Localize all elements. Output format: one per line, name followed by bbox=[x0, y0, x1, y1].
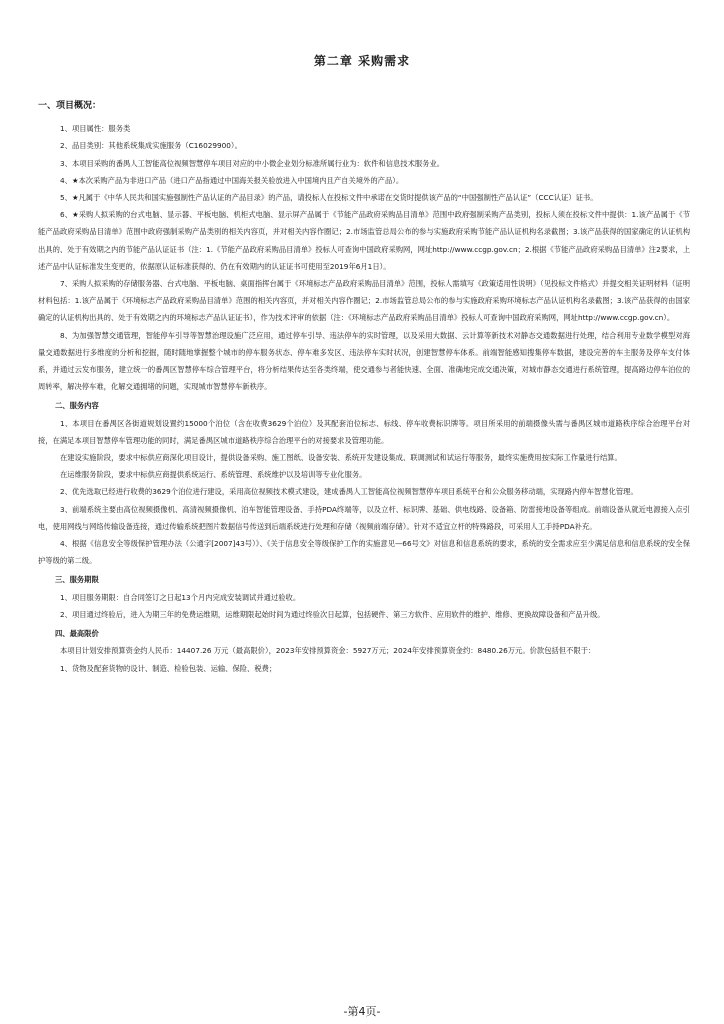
paragraph: 1、项目服务期限：自合同签订之日起13个月内完成安装调试并通过验收。 bbox=[60, 592, 301, 602]
paragraph: 在建设实施阶段，要求中标供应商深化项目设计，提供设备采购、施工图纸、设备安装、系统开发建设集成、联调测试和试运行等服务，最终实施费用按实际工作量进行结算。 bbox=[60, 453, 622, 463]
paragraph: 4、★本次采购产品为非进口产品（进口产品指通过中国海关报关验放进入中国境内且产自关境外的产品）。 bbox=[60, 175, 404, 185]
paragraph: 2、优先选取已经进行收费的3629个泊位进行建设，采用高位视频技术模式建设，建成番禺人工智能高位视频智慧停车项目系统平台和公众服务移动端，实现路内停车智慧化管理。 bbox=[60, 487, 638, 497]
paragraph: 1、本项目在番禺区各街道规划设置约15000个泊位（含在收费3629个泊位）及其配套泊位标志、标线、停车收费标识牌等。项目所采用的前端摄像头需与番禺区城市道路秩序综合治理平台对接，在满足本项目智慧停车管理功能的同时，满足番禺区城市道路秩序综合治理平台的对接要求及管理功能。 bbox=[38, 418, 690, 445]
paragraph: 本项目计划安排预算资金约人民币：14407.26 万元（最高限价），2023年安排预算资金：5927万元；2024年安排预算资金约：8480.26万元。价款包括但不限于： bbox=[60, 646, 596, 656]
paragraph: 6、★采购人拟采购的台式电脑、显示器、平板电脑、机柜式电脑、显示屏产品属于《节能产品政府采购品目清单》范围中政府强制采购产品类别，投标人须在投标文件中提供：1.该产品属于《节能产品政府采购品目清单》范围中政府强制采购产品类别的相关内容页，并对相关内容作圈记；2.市场监管总局公布的参与实施政府采购节能产品认证机构名录截图；3.该产品获得的国家确定的认证机构出具的、处于有效期之内的节能产品认证证书（注：1.《节能产品政府采购品目清单》投标人可查询中国政府采购网，网址http://www.ccgp.gov.cn；2.根据《节能产品政府采购品目清单》注2要求，上述产品中认证标准发生变更的，依据原认证标准获得的、仍在有效期内的认证证书可使用至2019年6月1日）。 bbox=[38, 210, 690, 271]
page-number: -第4页- bbox=[343, 1005, 381, 1018]
chapter-title: 第二章 采购需求 bbox=[313, 54, 411, 68]
paragraph: 2、项目通过终验后，进入为期三年的免费运维期，运维期限起始时间为通过终验次日起算，包括硬件、第三方软件、应用软件的维护、维修、更换故障设备和产品升级。 bbox=[60, 609, 605, 619]
section-heading-price-limit: 四、最高限价 bbox=[55, 629, 99, 639]
section-heading-service-content: 二、服务内容 bbox=[55, 401, 99, 411]
section-heading-service-period: 三、服务期限 bbox=[55, 575, 99, 585]
paragraph: 8、为加强智慧交通管理，智能停车引导等智慧治理设施广泛应用，通过停车引导、违法停车的实时管理，以及采用大数据、云计算等新技术对静态交通数据进行处理，结合利用专业数学模型对海量交通数据进行多维度的分析和挖掘，随时随地掌握整个城市的停车服务状态、停车难多发区、违法停车实时状况，创建智慧停车体系。前端智能感知搜集停车数据，建设完善的车主服务及停车支付体系，并通过云发布服务，建立统一的番禺区智慧停车综合管理平台，将分析结果传达至各类终端，使交通参与者能快速、全面、准确地完成交通决策，对城市静态交通进行系统管理，提高路边停车泊位的周转率，解决停车难，化解交通拥堵的问题，实现城市智慧停车新秩序。 bbox=[38, 330, 690, 392]
paragraph: 3、本项目采购的番禺人工智能高位视频智慧停车项目对应的中小微企业划分标准所属行业为：软件和信息技术服务业。 bbox=[60, 158, 445, 168]
paragraph: 3、前端系统主要由高位视频摄像机、高清视频摄像机、泊车智能管理设备、手持PDA终端等，以及立杆、标识牌、基础、供电线路、设备箱、防雷接地设备等组成。前端设备从就近电源接入点引电，使用网线与网络传输设备连接，通过传输系统把图片数据信号传送到后端系统进行处理和存储（视频前端存储）。针对不适宜立杆的特殊路段，可采用人工手持PDA补充。 bbox=[38, 504, 690, 531]
paragraph: 在运维服务阶段，要求中标供应商提供系统运行、系统管理、系统维护以及培训等专业化服务。 bbox=[60, 470, 367, 480]
paragraph: 5、★凡属于《中华人民共和国实施强制性产品认证的产品目录》的产品，请投标人在投标文件中承诺在交货时提供该产品的“中国强制性产品认证”（CCC认证）证书。 bbox=[60, 193, 598, 203]
paragraph: 1、货物及配套货物的设计、制造、检验包装、运输、保险、税费； bbox=[60, 663, 277, 673]
paragraph: 1、项目属性：服务类 bbox=[60, 124, 131, 134]
document-body bbox=[38, 98, 690, 677]
section-heading-overview: 一、项目概况： bbox=[38, 101, 102, 111]
paragraph: 4、根据《信息安全等级保护管理办法（公通字[2007]43号）》、《关于信息安全等级保护工作的实施意见—66号文》对信息和信息系统的要求，系统的安全需求应至少满足信息和信息系统的安全保护等级的第二级。 bbox=[38, 539, 690, 566]
paragraph: 7、采购人拟采购的存储服务器、台式电脑、平板电脑、桌面指挥台属于《环境标志产品政府采购品目清单》范围，投标人需填写《政策适用性说明》（见投标文件格式）并提交相关证明材料（证明材料包括：1.该产品属于《环境标志产品政府采购品目清单》范围的相关内容页，并对相关内容作圈记；2.市场监管总局公布的参与实施政府采购环境标志产品认证机构名录截图；3.该产品获得的由国家确定的认证机构出具的、处于有效期之内的环境标志产品认证证书），作为技术评审的依据（注：《环境标志产品政府采购品目清单》投标人可查询中国政府采购网，网址http://www.ccgp.gov.cn）。 bbox=[38, 279, 690, 323]
paragraph: 2、品目类别：其他系统集成实施服务（C16029900）。 bbox=[60, 141, 242, 151]
